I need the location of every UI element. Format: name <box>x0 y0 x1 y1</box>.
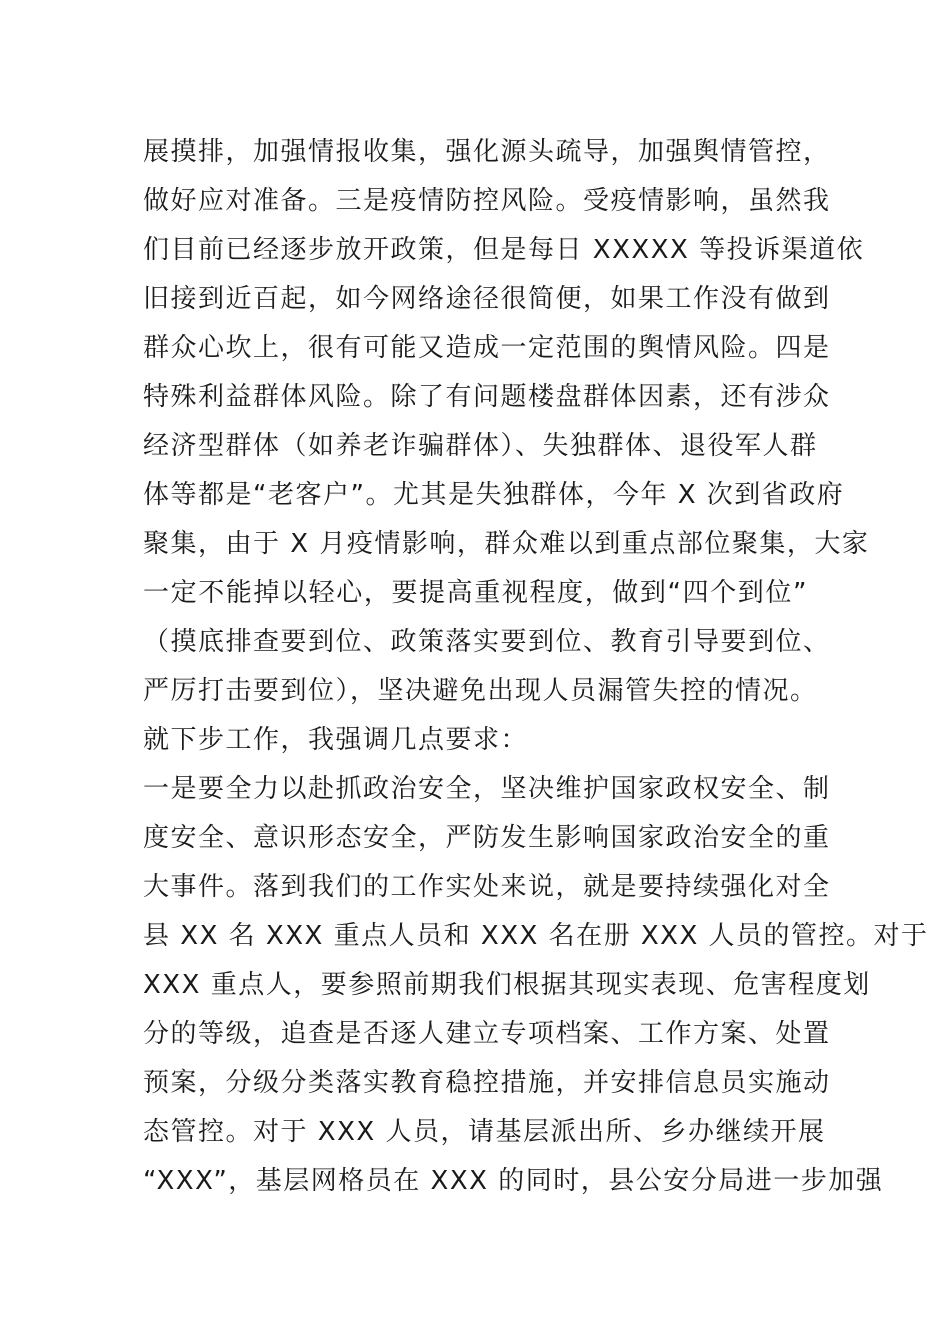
text-line: 群众心坎上，很有可能又造成一定范围的舆情风险。四是 <box>143 333 831 363</box>
text-line: 度安全、意识形态安全，严防发生影响国家政治安全的重 <box>143 823 831 853</box>
text-line: XXX 重点人，要参照前期我们根据其现实表现、危害程度划 <box>143 970 871 1000</box>
text-line: 大事件。落到我们的工作实处来说，就是要持续强化对全 <box>143 872 831 902</box>
text-line: 就下步工作，我强调几点要求： <box>143 725 529 755</box>
text-line: 展摸排，加强情报收集，强化源头疏导，加强舆情管控， <box>143 137 831 167</box>
text-line: 特殊利益群体风险。除了有问题楼盘群体因素，还有涉众 <box>143 382 831 412</box>
text-line: 旧接到近百起，如今网络途径很简便，如果工作没有做到 <box>143 284 831 314</box>
text-line: 态管控。对于 XXX 人员，请基层派出所、乡办继续开展 <box>143 1117 826 1147</box>
text-line: 预案，分级分类落实教育稳控措施，并安排信息员实施动 <box>143 1068 831 1098</box>
text-line: 严厉打击要到位），坚决避免出现人员漏管失控的情况。 <box>143 676 818 706</box>
text-line: 分的等级，追查是否逐人建立专项档案、工作方案、处置 <box>143 1019 831 1049</box>
text-line: 聚集，由于 X 月疫情影响，群众难以到重点部位聚集，大家 <box>143 529 870 559</box>
text-line: 体等都是“老客户”。尤其是失独群体，今年 X 次到省政府 <box>143 480 845 510</box>
text-line: 们目前已经逐步放开政策，但是每日 XXXXX 等投诉渠道依 <box>143 235 865 265</box>
text-line: 做好应对准备。三是疫情防控风险。受疫情影响，虽然我 <box>143 186 831 216</box>
text-line: 一定不能掉以轻心，要提高重视程度，做到“四个到位” <box>143 578 808 608</box>
text-line: 经济型群体（如养老诈骗群体）、失独群体、退役军人群 <box>143 431 818 461</box>
text-line: “XXX”，基层网格员在 XXX 的同时，县公安分局进一步加强 <box>143 1166 884 1196</box>
text-line: （摸底排查要到位、政策落实要到位、教育引导要到位、 <box>143 627 831 657</box>
document-body <box>143 128 929 1206</box>
text-line: 一是要全力以赴抓政治安全，坚决维护国家政权安全、制 <box>143 774 831 804</box>
text-line: 县 XX 名 XXX 重点人员和 XXX 名在册 XXX 人员的管控。对于 <box>143 921 929 951</box>
